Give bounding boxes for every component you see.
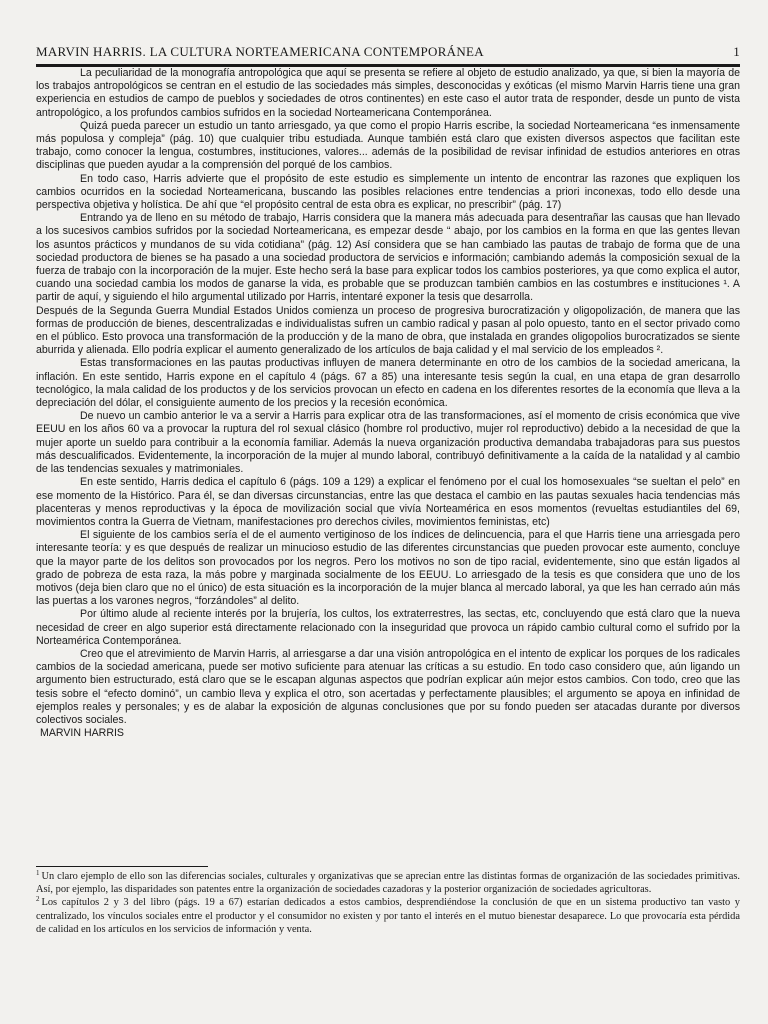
paragraph: De nuevo un cambio anterior le va a servir a Harris para explicar otra de las transformaciones, así el momento de crisis económica que vive EEUU en los años 60 va a provocar la ruptura del rol sexual clásico (hombre rol productivo, mujer rol reproductivo) debido a la necesidad de que la mujer aporte un sueldo para contribuir a la economía familiar. Además la nueva organización productiva demandaba trabajadoras para sus puestos más descualificados. Evidentemente, la incorporación de la mujer al mundo laboral, contribuyó definitivamente a la caída de la natalidad y al cambio de las tendencias sexuales y matrimoniales.	[36, 410, 740, 476]
footnote-number: 2	[36, 894, 40, 903]
footnote-rule	[36, 866, 208, 867]
paragraph: En este sentido, Harris dedica el capítulo 6 (págs. 109 a 129) a explicar el fenómeno por el cual los homosexuales “se sueltan el pelo” en ese momento de la Histórico. Para él, se dan diversas circunstancias, entre las que destaca el cambio en las pautas sexuales hacia tendencias más placenteras y menos reproductivas y la época de movilización social que vivía Norteamérica en esos momentos (revueltas estudiantiles del 69, movimientos contra la Guerra de Vietnam, manifestaciones pro derechos civiles, movimientos feministas, etc)	[36, 476, 740, 528]
header-title: MARVIN HARRIS. LA CULTURA NORTEAMERICANA CONTEMPORÁNEA	[36, 44, 484, 59]
body-text	[36, 67, 740, 740]
paragraph: Creo que el atrevimiento de Marvin Harris, al arriesgarse a dar una visión antropológica en el intento de explicar los porques de los radicales cambios de la sociedad americana, puede ser motivo suficiente para atenuar las críticas a su estudio. En todo caso considero que, aún ligando un argumento bien estructurado, está claro que se le escapan algunas aspectos que podrían explicar aún mejor estos cambios. Con todo, creo que las tesis sobre el “efecto dominó”, un cambio lleva y explica el otro, son acertadas y perfectamente plausibles; el argumento se apoya en infinidad de ejemplos reales y personales; y es de alabar la exposición de algunas conclusiones que por su fondo pueden ser atacadas durante por diversos colectivos sociales.	[36, 647, 740, 726]
signature: MARVIN HARRIS	[40, 727, 124, 740]
page-number: 1	[733, 44, 740, 59]
paragraph: Entrando ya de lleno en su método de trabajo, Harris considera que la manera más adecuada para desentrañar las causas que han llevado a los sucesivos cambios sufridos por la sociedad Norteamericana, es empezar desde “ abajo, por los cambios en la forma en que las gentes llevan los asuntos prácticos y mundanos de su vida cotidiana” (pág. 12) Así considera que se han cambiado las pautas de trabajo de forma que de una sociedad productora de bienes se ha pasado a una sociedad productora de servicios e información; cambiando además la composición sexual de la fuerza de trabajo con la incorporación de la mujer. Este hecho será la base para explicar todos los cambios posteriores, ya que como explica el autor, cuando una sociedad cambia los modos de ganarse la vida, es probable que se produzcan también cambios en las costumbres e instituciones ¹. A partir de aquí, y siguiendo el hilo argumental utilizado por Harris, intentaré exponer la tesis que desarrolla.	[36, 212, 740, 304]
footnote-text: Los capítulos 2 y 3 del libro (págs. 19 a 67) estarían dedicados a estos cambios, desprendiéndose la conclusión de que en un sistema productivo tan vasto y centralizado, los vínculos sociales entre el productor y el consumidor no existen y por tanto el interés en el mutuo bienestar desaparece. Lo que provocaría esta pérdida de calidad en los artículos en los servicios de información y venta.	[36, 897, 740, 935]
paragraph: En todo caso, Harris advierte que el propósito de este estudio es simplemente un intento de encontrar las razones que expliquen los cambios ocurridos en la sociedad Norteamericana, buscando las posibles relaciones entre tendencias a priori inconexas, todo ello desde una perspectiva objetiva y holística. De ahí que “el propósito central de esta obra es explicar, no prescribir” (pág. 17)	[36, 172, 740, 212]
paragraph: Por último alude al reciente interés por la brujería, los cultos, los extraterrestres, las sectas, etc, concluyendo que está claro que la nueva necesidad de creer en algo superior está directamente relacionado con la inseguridad que provoca un rápido cambio cultural como el sufrido por la Norteamérica Contemporánea.	[36, 608, 740, 647]
footnote-text: Un claro ejemplo de ello son las diferencias sociales, culturales y organizativas que se aprecian entre las distintas formas de organización de las sociedades primitivas. Así, por ejemplo, las disparidades son patentes entre la organización de sociedades cazadoras y la posterior organización de sociedades agricultoras.	[36, 871, 740, 896]
paragraph: Quizá pueda parecer un estudio un tanto arriesgado, ya que como el propio Harris escribe, la sociedad Norteamericana “es inmensamente más populosa y compleja” (pág. 10) que cualquier tribu estudiada. Aunque también está claro que existen diversos aspectos que facilitan este trabajo, como conocer la lengua, costumbres, instituciones, valores... además de la posibilidad de revisar infinidad de estudios anteriores en otras disciplinas que pueden ayudar a la comprensión del porqué de los cambios.	[36, 119, 740, 172]
paragraph: Después de la Segunda Guerra Mundial Estados Unidos comienza un proceso de progresiva burocratización y oligopolización, de manera que las formas de producción de bienes, descentralizadas e individualistas sufren un cambio radical y pasan al polo opuesto, tanto en el sector privado como en el público. Esto provoca una transformación de la producción y de la mano de obra, que instalada en grandes oligopolios burocratizados se siente aburrida y alienada. Ello podría explicar el aumento generalizado de los artículos de baja calidad y el mal servicio de los empleados ².	[36, 304, 740, 357]
footnotes	[36, 870, 740, 936]
footnote	[36, 870, 740, 896]
paragraph: La peculiaridad de la monografía antropológica que aquí se presenta se refiere al objeto de estudio analizado, ya que, si bien la mayoría de los trabajos antropológicos se centran en el estudio de las sociedades más simples, desconocidas y exóticas (el mismo Marvin Harris tiene una gran experiencia en estudios de campo de pueblos y sociedades de otros continentes) en este caso el autor trata de responder, desde un punto de vista antropológico, a los profundos cambios sufridos en la sociedad Norteamericana Contemporánea.	[36, 67, 740, 119]
footnote	[36, 896, 740, 936]
running-header	[36, 44, 740, 60]
paragraph: Estas transformaciones en las pautas productivas influyen de manera determinante en otro de los cambios de la sociedad americana, la inflación. En este sentido, Harris expone en el capítulo 4 (págs. 67 a 85) una interesante tesis según la cual, en una etapa de gran desarrollo tecnológico, la mala calidad de los productos y de los servicios provocan un efecto en cadena en los diferentes resortes de la economía que lleva a la depreciación del dólar, el consiguiente aumento de los precios y la recesión económica.	[36, 357, 740, 410]
paragraph: El siguiente de los cambios sería el de el aumento vertiginoso de los índices de delincuencia, para el que Harris tiene una arriesgada pero interesante teoría: y es que después de realizar un minucioso estudio de las diferentes circunstancias que pueden provocar este aumento, concluye que la mayor parte de los delitos son provocados por los negros. Pero los motivos no son de tipo racial, evidentemente, sino que están ligados al grado de pobreza de esta raza, la más pobre y marginada socialmente de los EEUU. Lo arriesgado de la tesis es que considera que uno de los motivos (deja bien claro que no el único) de esta situación es la incorporación de la mujer blanca al mercado laboral, ya que les han cerrado aún más las puertas a los varones negros, “forzándoles” al delito.	[36, 529, 740, 608]
footnote-number: 1	[36, 868, 40, 877]
